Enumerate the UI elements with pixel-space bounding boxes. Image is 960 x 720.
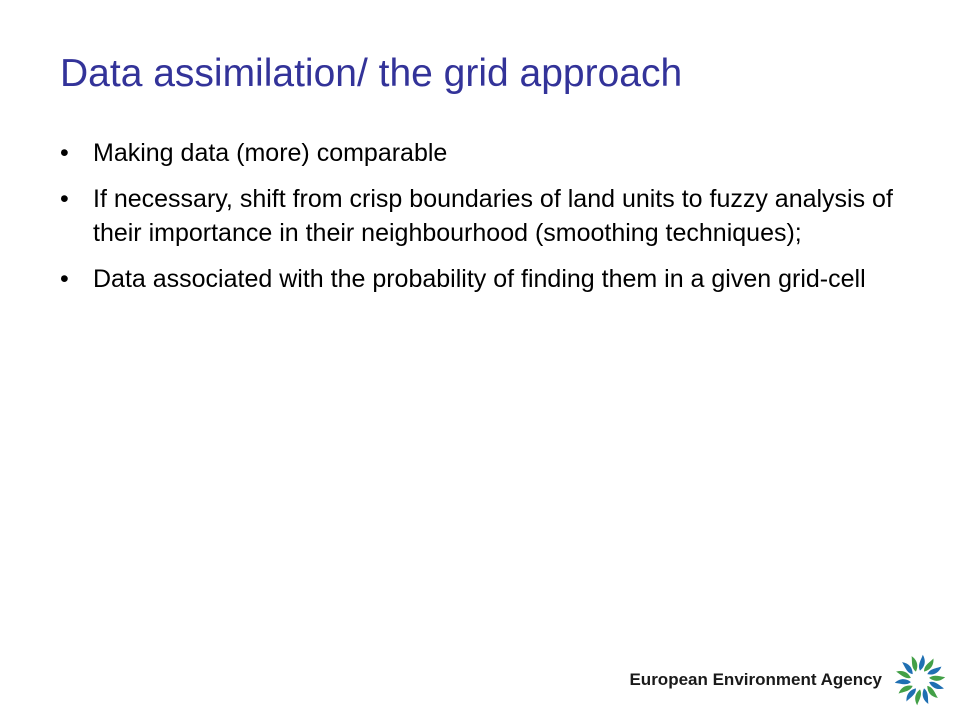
- bullet-item: [60, 262, 900, 296]
- eea-logo: [629, 652, 948, 708]
- bullet-item: [60, 136, 900, 170]
- logo-center: [913, 673, 926, 686]
- bullet-dot-icon: •: [60, 265, 69, 293]
- logo-petal: [915, 689, 921, 705]
- eea-swirl-logo-icon: [892, 652, 948, 708]
- bullet-text: If necessary, shift from crisp boundaries of land units to fuzzy analysis of their importance in their neighbourhood (smoothing techniques);: [93, 185, 893, 247]
- bullet-list: [60, 136, 900, 308]
- bullet-dot-icon: •: [60, 139, 69, 167]
- logo-petal: [919, 655, 925, 671]
- slide-title: Data assimilation/ the grid approach: [60, 52, 683, 95]
- logo-petal: [929, 673, 946, 682]
- bullet-dot-icon: •: [60, 185, 69, 213]
- logo-petal: [894, 677, 911, 686]
- bullet-text: Data associated with the probability of finding them in a given grid-cell: [93, 265, 866, 293]
- bullet-item: [60, 182, 900, 250]
- bullet-text: Making data (more) comparable: [93, 139, 448, 167]
- logo-text: European Environment Agency: [629, 670, 882, 689]
